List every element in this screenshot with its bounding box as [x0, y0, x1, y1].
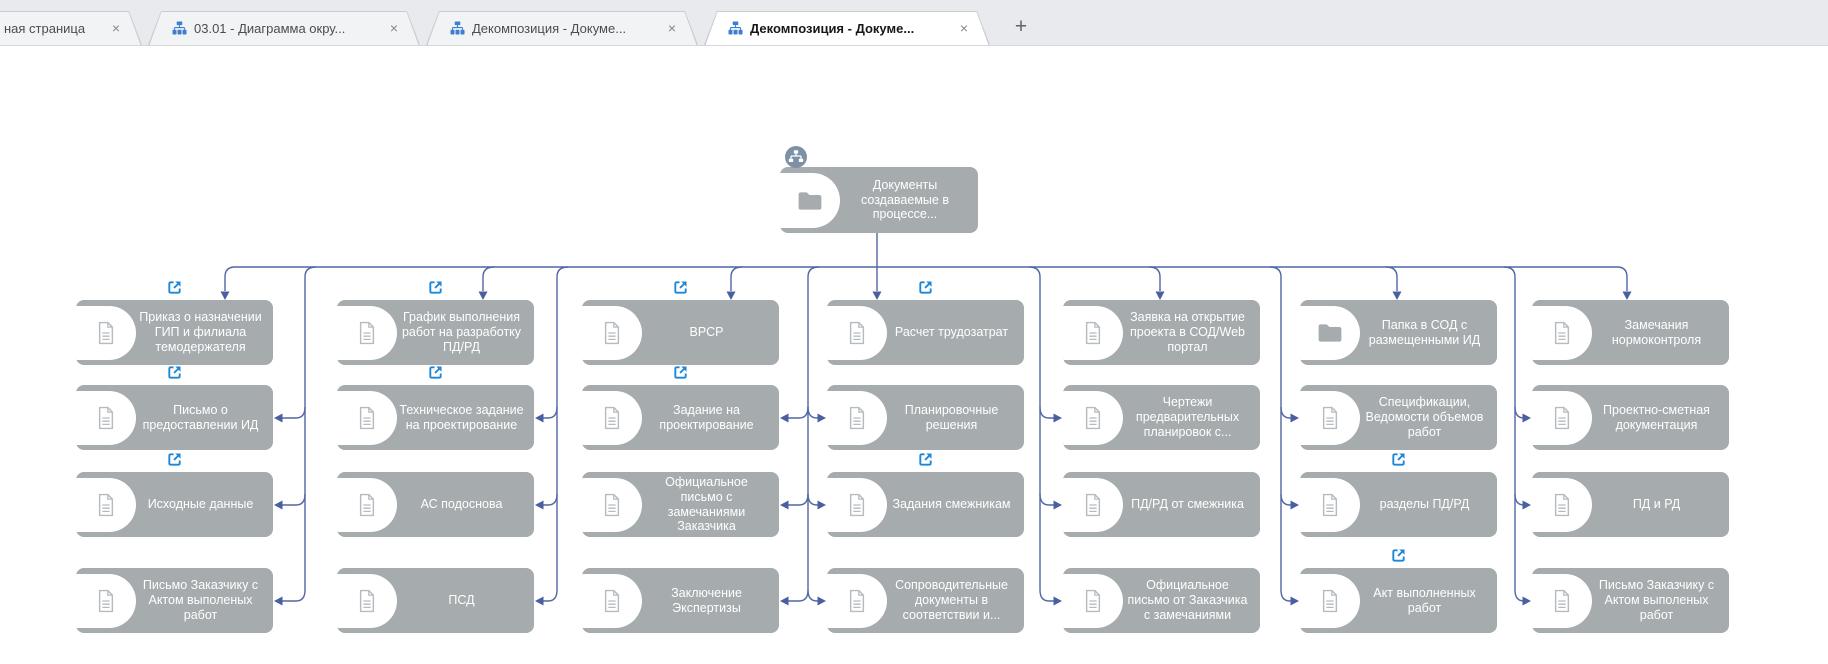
node-col1-row2[interactable] [76, 385, 273, 450]
tab-label: Декомпозиция - Докуме... [750, 20, 915, 36]
tab-close-icon[interactable]: × [667, 20, 676, 36]
external-link-icon [917, 279, 934, 296]
external-link-icon [427, 279, 444, 296]
external-link-button[interactable] [427, 364, 444, 381]
node-label: Чертежи предварительных планировок с... [1135, 395, 1240, 439]
node-col7-row4[interactable] [1532, 568, 1729, 633]
node-col3-row4[interactable] [582, 568, 779, 633]
node-col1-row4[interactable] [76, 568, 273, 633]
node-label: Планировочные решения [904, 402, 999, 432]
node-col4-row4[interactable] [827, 568, 1024, 633]
node-label: Замечания нормоконтроля [1611, 317, 1702, 347]
node-col7-row3[interactable] [1532, 472, 1729, 537]
decomposition-badge [785, 146, 807, 168]
node-label: Исходные данные [147, 497, 254, 512]
node-label: ВРСР [689, 325, 724, 340]
node-col2-row1[interactable] [337, 300, 534, 365]
node-label: Письмо Заказчику с Актом выполеных работ [1598, 578, 1715, 622]
diagram-icon [728, 21, 743, 35]
external-link-button[interactable] [1390, 547, 1407, 564]
tab-2[interactable] [148, 11, 420, 45]
external-link-icon [166, 451, 183, 468]
node-col4-row1[interactable] [827, 300, 1024, 365]
node-label: Техническое задание на проектирование [399, 402, 524, 432]
node-label: Письмо Заказчику с Актом выполеных работ [142, 578, 259, 622]
new-tab-button[interactable]: + [1014, 15, 1028, 38]
external-link-button[interactable] [917, 279, 934, 296]
node-col4-row3[interactable] [827, 472, 1024, 537]
tab-close-icon[interactable]: × [111, 20, 120, 36]
node-col6-row4[interactable] [1300, 568, 1497, 633]
node-label: ПСД [448, 593, 475, 608]
node-label: Задание на проектирование [659, 402, 754, 432]
node-label: Акт выполненных работ [1373, 585, 1476, 615]
node-col3-row2[interactable] [582, 385, 779, 450]
external-link-button[interactable] [166, 451, 183, 468]
node-col5-row1[interactable] [1063, 300, 1260, 365]
node-label: ПД и РД [1632, 497, 1681, 512]
node-col7-row1[interactable] [1532, 300, 1729, 365]
external-link-button[interactable] [166, 279, 183, 296]
node-col1-row1[interactable] [76, 300, 273, 365]
tab-4[interactable] [704, 11, 990, 45]
node-label: Заявка на открытие проекта в СОД/Web портал [1130, 310, 1245, 354]
node-label: Заключение Экспертизы [671, 585, 742, 615]
node-col2-row4[interactable] [337, 568, 534, 633]
tab-label: ная страница [4, 20, 86, 36]
external-link-button[interactable] [166, 364, 183, 381]
node-root[interactable] [780, 167, 978, 233]
node-col7-row2[interactable] [1532, 385, 1729, 450]
external-link-icon [427, 364, 444, 381]
node-col2-row3[interactable] [337, 472, 534, 537]
tab-bar [0, 0, 1828, 46]
tab-1[interactable] [0, 11, 142, 45]
diagram-icon [172, 21, 187, 35]
node-label: Проектно-сметная документация [1603, 402, 1710, 432]
external-link-icon [166, 364, 183, 381]
tab-label: Декомпозиция - Докуме... [472, 20, 627, 36]
node-col3-row3[interactable] [582, 472, 779, 537]
external-link-icon [1390, 547, 1407, 564]
node-label: ПД/РД от смежника [1131, 497, 1244, 512]
external-link-icon [672, 279, 689, 296]
node-label: Расчет трудозатрат [894, 325, 1009, 340]
node-label: АС подоснова [420, 497, 503, 512]
node-label: Документы создаваемые в процессе... [861, 177, 949, 222]
node-col3-row1[interactable] [582, 300, 779, 365]
node-label: График выполнения работ на разработку ПД/РД [401, 310, 522, 354]
diagram-icon [450, 21, 465, 35]
external-link-button[interactable] [917, 451, 934, 468]
node-label: Задания смежникам [892, 497, 1011, 512]
decomposition-badge-icon [785, 146, 807, 168]
node-label: Спецификации, Ведомости объемов работ [1365, 395, 1484, 439]
node-col6-row3[interactable] [1300, 472, 1497, 537]
node-col1-row3[interactable] [76, 472, 273, 537]
node-col5-row2[interactable] [1063, 385, 1260, 450]
node-label: разделы ПД/РД [1379, 497, 1470, 512]
node-label: Официальное письмо от Заказчика с замечаниями [1127, 578, 1248, 622]
node-col5-row3[interactable] [1063, 472, 1260, 537]
external-link-icon [166, 279, 183, 296]
tab-3[interactable] [426, 11, 698, 45]
external-link-button[interactable] [1390, 451, 1407, 468]
node-col2-row2[interactable] [337, 385, 534, 450]
node-col6-row2[interactable] [1300, 385, 1497, 450]
node-label: Официальное письмо с замечаниями Заказчика [665, 475, 748, 534]
node-label: Сопроводительные документы в соответствии и... [895, 578, 1008, 622]
node-label: Приказ о назначении ГИП и филиала темодержателя [139, 310, 262, 354]
external-link-icon [1390, 451, 1407, 468]
tab-close-icon[interactable]: × [389, 20, 398, 36]
node-col6-row1[interactable] [1300, 300, 1497, 365]
external-link-icon [917, 451, 934, 468]
tab-label: 03.01 - Диаграмма окру... [194, 20, 346, 36]
node-col4-row2[interactable] [827, 385, 1024, 450]
node-label: Папка в СОД с размещенными ИД [1368, 317, 1481, 347]
external-link-button[interactable] [672, 279, 689, 296]
external-link-button[interactable] [672, 364, 689, 381]
external-link-button[interactable] [427, 279, 444, 296]
external-link-icon [672, 364, 689, 381]
node-col5-row4[interactable] [1063, 568, 1260, 633]
node-label: Письмо о предоставлении ИД [142, 402, 259, 432]
tab-close-icon[interactable]: × [959, 20, 968, 36]
